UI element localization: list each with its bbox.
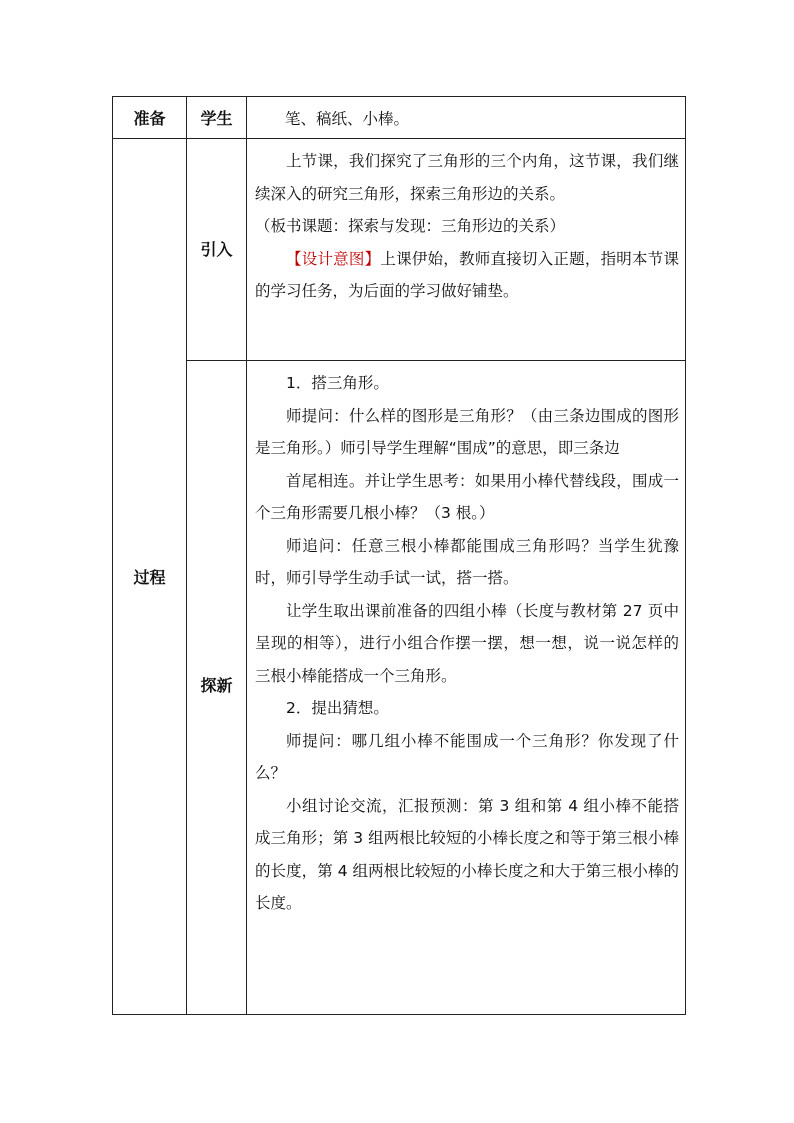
intro-content xyxy=(247,139,686,361)
explore-paragraph-6: 2．提出猜想。 xyxy=(286,699,389,717)
intro-paragraph-2: （板书课题：探索与发现：三角形边的关系） xyxy=(255,217,566,235)
explore-paragraph-4: 师追问：任意三根小棒都能围成三角形吗？当学生犹豫时，师引导学生动手试一试，搭一搭。 xyxy=(255,536,679,587)
explore-paragraph-8: 小组讨论交流，汇报预测：第 3 组和第 4 组小棒不能搭成三角形；第 3 组两根比较短的小棒长度之和等于第三根小棒的长度，第 4 组两根比较短的小棒长度之和大于第三根小棒的长度。 xyxy=(255,796,679,912)
explore-paragraph-7: 师提问：哪几组小棒不能围成一个三角形？你发现了什么？ xyxy=(255,731,679,782)
intro-paragraph-1: 上节课，我们探究了三角形的三个内角，这节课，我们继续深入的研究三角形，探索三角形边的关系。 xyxy=(255,152,679,203)
student-label: 学生 xyxy=(187,97,247,139)
explore-content xyxy=(247,361,686,1015)
explore-label: 探新 xyxy=(200,676,233,695)
prep-row xyxy=(113,97,686,139)
design-intent-tag: 【设计意图】 xyxy=(286,249,381,268)
intro-row xyxy=(113,139,686,361)
explore-row xyxy=(113,361,686,1015)
explore-label-cell xyxy=(187,361,247,1015)
explore-paragraph-2: 师提问：什么样的图形是三角形？（由三条边围成的图形是三角形。）师引导学生理解“围成”的意思，即三条边 xyxy=(255,406,679,457)
design-intent-text: 上课伊始，教师直接切入正题，指明本节课的学习任务，为后面的学习做好铺垫。 xyxy=(255,249,679,300)
intro-label: 引入 xyxy=(200,240,233,259)
intro-label-cell xyxy=(187,139,247,361)
process-label: 过程 xyxy=(113,139,187,1015)
explore-paragraph-3: 首尾相连。并让学生思考：如果用小棒代替线段，围成一个三角形需要几根小棒？（3 根。） xyxy=(255,471,679,522)
explore-paragraph-1: 1．搭三角形。 xyxy=(286,374,389,392)
lesson-plan-table xyxy=(112,96,686,1015)
prep-label: 准备 xyxy=(113,97,187,139)
prep-content: 笔、稿纸、小棒。 xyxy=(247,97,686,139)
explore-paragraph-5: 让学生取出课前准备的四组小棒（长度与教材第 27 页中呈现的相等），进行小组合作摆一摆，想一想，说一说怎样的三根小棒能搭成一个三角形。 xyxy=(255,601,679,685)
intro-design-paragraph xyxy=(255,243,679,308)
